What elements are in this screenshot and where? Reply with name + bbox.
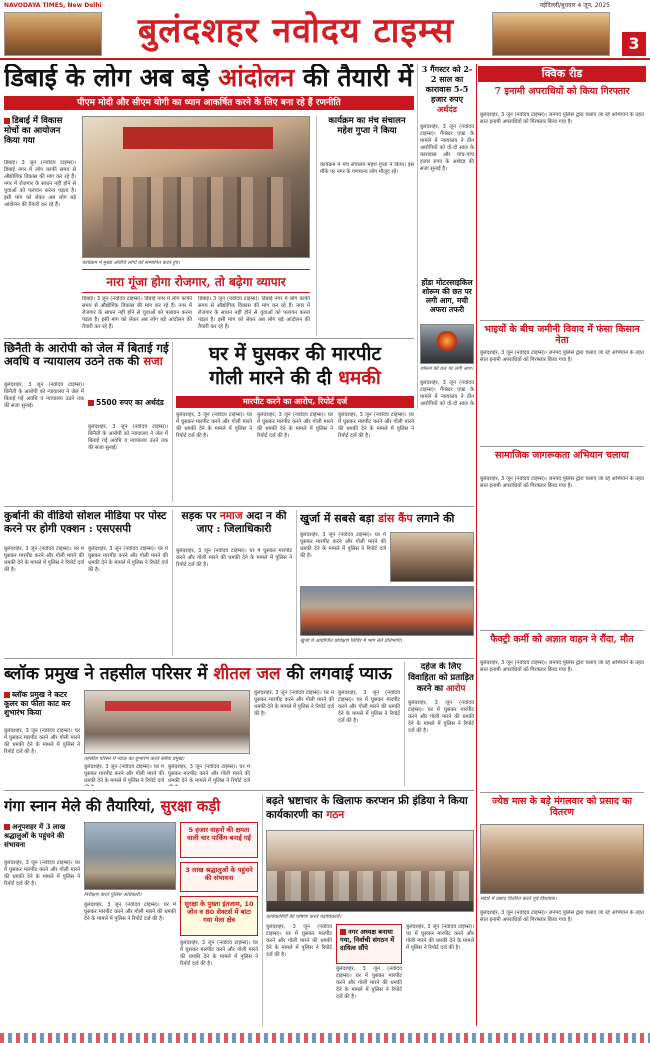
ganga-photo <box>84 822 176 890</box>
bullet-icon <box>88 400 94 406</box>
honda-photo <box>420 324 474 364</box>
block-body-col5: बुलंदशहर, 3 जून (नवोदय टाइम्स)। घर में घुसकर मारपीट करने और गोली मारने की धमकी देने के मामले में पुलिस ने रिपोर्ट दर्ज की है। <box>338 690 400 724</box>
dahej-headline: दहेज के लिए विवाहिता को प्रताड़ित करने का आरोप <box>408 662 474 694</box>
bhrashtachar-photo-caption: कार्यकारिणी की घोषणा करते पदाधिकारी। <box>266 914 342 920</box>
ghar-headline: घर में घुसकर की मारपीट गोली मारने की दी धमकी <box>208 343 382 389</box>
bhrashtachar-side-kicker: नगर अध्यक्ष बनाया गया, निर्वाची संगठन में दायित्व सौंपे <box>336 924 402 964</box>
page-number: 3 <box>622 32 646 56</box>
ghar-body-col3: बुलंदशहर, 3 जून (नवोदय टाइम्स)। घर में घुसकर मारपीट करने और गोली मारने की धमकी देने के मामले में पुलिस ने रिपोर्ट दर्ज की है। <box>338 412 414 439</box>
bullet-icon <box>4 824 10 830</box>
lead-photo <box>82 116 310 258</box>
bhrashtachar-body-col1: बुलंदशहर, 3 जून (नवोदय टाइम्स)। घर में घुसकर मारपीट करने और गोली मारने की धमकी देने के मामले में पुलिस ने रिपोर्ट दर्ज की है। <box>266 924 332 958</box>
masthead-photo-right <box>492 12 610 56</box>
kwik-item4-head: फैक्ट्री कर्मी को अज्ञात वाहन ने रौंदा, मौत <box>490 634 634 645</box>
ganga-headline: गंगा स्नान मेले की तैयारियां, सुरक्षा कड़ी <box>4 797 221 815</box>
block-body-col3: बुलंदशहर, 3 जून (नवोदय टाइम्स)। घर में घुसकर मारपीट करने और गोली मारने की धमकी देने के मामले में पुलिस ने रिपोर्ट दर्ज <box>168 764 250 784</box>
masthead-date: नईदिल्ली/बुधवार 4 जून, 2025 <box>539 2 610 9</box>
lead-body-col2: डिबाई। 3 जून (नवोदय टाइम्स)। डिबाई नगर में लोग काफी समय से औद्योगिक विकास की मांग कर रहे हैं। नगर में रोजगार के साधन नहीं होने से युवाओं को पलायन करना पड़ता है। इसी मांग को लेकर अब लोग बड़े आंदोलन की तैयारी कर रहे हैं। <box>82 296 192 330</box>
bhrashtachar-body-col3: बुलंदशहर, 3 जून (नवोदय टाइम्स)। घर में घुसकर मारपीट करने और गोली मारने की धमकी देने के मामले में पुलिस ने रिपोर्ट दर्ज की है। <box>406 924 474 951</box>
kwik-item5-photo <box>480 824 644 894</box>
kwik-item3-head: सामाजिक जागरूकता अभियान चलाया <box>495 450 629 461</box>
lead-headline-part: डिबाई के लोग अब बड़े <box>4 64 210 92</box>
ghar-body-col1: बुलंदशहर, 3 जून (नवोदय टाइम्स)। घर में घुसकर मारपीट करने और गोली मारने की धमकी देने के मामले में पुलिस ने रिपोर्ट दर्ज की है। <box>176 412 252 439</box>
masthead <box>0 0 650 60</box>
masthead-photo-left <box>4 12 102 56</box>
ganga-side-kicker: अनूपशहर में 3 लाख श्रद्धालुओं के पहुंचने की संभावना <box>4 822 66 849</box>
block-headline: ब्लॉक प्रमुख ने तहसील परिसर में शीतल जल की लगवाई प्याऊ <box>4 664 392 684</box>
jail-badge: 5500 रुपए का अर्थदंड <box>88 398 168 420</box>
block-side-kicker: ब्लॉक प्रमुख ने कटर कूलर का फीता काट कर शुभारंभ किया <box>4 690 71 717</box>
kwik-item3-body: बुलंदशहर, 3 जून (नवोदय टाइम्स)। जनपद पुलिस द्वारा चलाए जा रहे अभियान के तहत सात इनामी अपराधियों को गिरफ्तार किया गया है। <box>480 476 644 489</box>
ganga-box-3: सुरक्षा के पुख्ता इंतजाम, 10 जोन व 80 सेक्टर्स में बांटा गया मेला क्षेत्र <box>180 896 258 936</box>
kwik-item5-caption: भंडारे में प्रसाद वितरित करते पूर्व विधायक। <box>480 896 557 902</box>
honda-headline: होंडा मोटरसाइकिल शोरूम की छत पर लगी आग, मची अफरा तफरी <box>421 278 473 314</box>
namaz-body: बुलंदशहर, 3 जून (नवोदय टाइम्स)। घर में घुसकर मारपीट करने और गोली मारने की धमकी देने के मामले में पुलिस ने रिपोर्ट दर्ज की है। <box>176 548 292 568</box>
khurja-body: बुलंदशहर, 3 जून (नवोदय टाइम्स)। घर में घुसकर मारपीट करने और गोली मारने की धमकी देने के मामले में पुलिस ने रिपोर्ट दर्ज की है। <box>300 532 386 559</box>
jail-body-col2: बुलंदशहर, 3 जून (नवोदय टाइम्स)। छिनैती के आरोपी को न्यायालय ने जेल में बिताई गई अवधि व न्यायालय उठने तक की सजा सुनाई। <box>88 424 168 451</box>
bullet-icon <box>4 118 10 124</box>
ganga-body-col2: बुलंदशहर, 3 जून (नवोदय टाइम्स)। घर में घुसकर मारपीट करने और गोली मारने की धमकी देने के मामले में पुलिस ने रिपोर्ट दर्ज की है। <box>84 902 176 922</box>
kwik-item2-head: भाइयों के बीच जमीनी विवाद में फंसा किसान नेता <box>484 324 640 346</box>
bullet-icon <box>340 929 346 935</box>
karyakram-body: कार्यक्रम में मंच संचालन महेश गुप्ता ने किया। इस मौके पर नगर के गणमान्य लोग मौजूद रहे। <box>320 162 414 175</box>
lead-photo-caption: कार्यक्रम में मुख्य अतिथि लोगों को सम्मानित करते हुए। <box>82 260 180 266</box>
bhrashtachar-body-col2: बुलंदशहर, 3 जून (नवोदय टाइम्स)। घर में घुसकर मारपीट करने और गोली मारने की धमकी देने के मामले में पुलिस ने रिपोर्ट दर्ज की है। <box>336 966 402 1000</box>
video-body-col2: बुलंदशहर, 3 जून (नवोदय टाइम्स)। घर में घुसकर मारपीट करने और गोली मारने की धमकी देने के मामले में पुलिस ने रिपोर्ट दर्ज की है। <box>88 546 168 573</box>
khurja-photo <box>300 586 474 636</box>
ganga-box-1: 5 हजार वाहनों की क्षमता वाली चार पार्किंग बनाई गई <box>180 822 258 858</box>
lead-subhead: पीएम मोदी और सीएम योगी का ध्यान आकर्षित करने के लिए बना रहे हैं रणनीति <box>4 96 414 110</box>
block-body-col4: बुलंदशहर, 3 जून (नवोदय टाइम्स)। घर में घुसकर मारपीट करने और गोली मारने की धमकी देने के मामले में पुलिस ने रिपोर्ट दर्ज की है। <box>254 690 334 717</box>
lead-headline <box>4 64 414 94</box>
footer-decoration <box>0 1033 650 1043</box>
kwik-item1-body: बुलंदशहर, 3 जून (नवोदय टाइम्स)। जनपद पुलिस द्वारा चलाए जा रहे अभियान के तहत सात इनामी अपराधियों को गिरफ्तार किया गया है। <box>480 112 644 125</box>
masthead-title: बुलंदशहर नवोदय टाइम्स <box>137 11 455 51</box>
ghar-body-col2: बुलंदशहर, 3 जून (नवोदय टाइम्स)। घर में घुसकर मारपीट करने और गोली मारने की धमकी देने के मामले में पुलिस ने रिपोर्ट दर्ज की है। <box>257 412 333 439</box>
gangster-headline: 3 गैंगस्टर को 2-2 साल का कारावास 5-5 हजार रुपए अर्थदंड <box>421 64 473 114</box>
khurja-headline: खुर्जा में सबसे बड़ा डांस कैंप लगाने की <box>300 512 455 525</box>
block-photo-caption: तहसील परिसर में प्याऊ का शुभारंभ करते ब्लॉक प्रमुख। <box>84 756 185 762</box>
kwik-item5-head: ज्येष्ठ मास के बड़े मंगलवार को प्रसाद का वितरण <box>491 796 632 818</box>
ghar-subhead: मारपीट करने का आरोप, रिपोर्ट दर्ज <box>176 396 414 408</box>
karyakram-headline: कार्यक्रम का मंच संचालन महेश गुप्ता ने किया <box>328 116 406 136</box>
kwik-item4-body: बुलंदशहर, 3 जून (नवोदय टाइम्स)। जनपद पुलिस द्वारा चलाए जा रहे अभियान के तहत सात इनामी अपराधियों को गिरफ्तार किया गया है। <box>480 660 644 673</box>
block-body-col2: बुलंदशहर, 3 जून (नवोदय टाइम्स)। घर में घुसकर मारपीट करने और गोली मारने की धमकी देने के मामले में पुलिस ने रिपोर्ट दर्ज <box>84 764 164 784</box>
lead-side-kicker: डिबाई में विकास मोर्चो का आयोजन किया गया <box>4 116 63 146</box>
jail-headline: छिनैती के आरोपी को जेल में बिताई गई अवधि व न्यायालय उठने तक की सजा <box>4 342 169 368</box>
video-headline: कुर्बानी की वीडियो सोशल मीडिया पर पोस्ट करने पर होगी एक्शन : एसएसपी <box>4 510 167 535</box>
kwik-item2-body: बुलंदशहर, 3 जून (नवोदय टाइम्स)। जनपद पुलिस द्वारा चलाए जा रहे अभियान के तहत सात इनामी अपराधियों को गिरफ्तार किया गया है। <box>480 350 644 363</box>
block-photo <box>84 690 250 754</box>
honda-body: बुलंदशहर, 3 जून (नवोदय टाइम्स)। गैंगस्टर एक्ट के मामले में न्यायालय ने तीन आरोपियों को दो-दो साल के <box>420 380 474 407</box>
kwik-read-label: क्विक रीड <box>478 66 646 82</box>
dahej-body: बुलंदशहर, 3 जून (नवोदय टाइम्स)। घर में घुसकर मारपीट करने और गोली मारने की धमकी देने के मामले में पुलिस ने रिपोर्ट दर्ज की है। <box>408 700 474 734</box>
lead-headline-part: की तैयारी में <box>303 64 413 92</box>
namaz-headline: सड़क पर नमाज अदा न की जाए : जिलाधिकारी <box>181 510 287 535</box>
lead-body-col1: डिबाई। 3 जून (नवोदय टाइम्स)। डिबाई नगर में लोग काफी समय से औद्योगिक विकास की मांग कर रहे हैं। नगर में रोजगार के साधन नहीं होने से युवाओं को पलायन करना पड़ता है। इसी मांग को लेकर अब लोग बड़े आंदोलन की तैयारी कर रहे हैं। <box>4 160 76 208</box>
jail-body-col1: बुलंदशहर, 3 जून (नवोदय टाइम्स)। छिनैती के आरोपी को न्यायालय ने जेल में बिताई गई अवधि व न्यायालय उठने तक की सजा सुनाई। <box>4 382 84 409</box>
khurja-photo-right <box>390 532 474 582</box>
lead-body-col3: डिबाई। 3 जून (नवोदय टाइम्स)। डिबाई नगर में लोग काफी समय से औद्योगिक विकास की मांग कर रहे हैं। नगर में रोजगार के साधन नहीं होने से युवाओं को पलायन करना पड़ता है। इसी मांग को लेकर अब लोग बड़े आंदोलन की तैयारी कर रहे हैं। <box>198 296 310 330</box>
brand-small: NAVODAYA TIMES, New Delhi <box>4 2 102 9</box>
bhrashtachar-headline: बढ़ते भ्रष्टाचार के खिलाफ करप्शन फ्री इंडिया ने किया कार्यकारणी का गठन <box>266 795 468 821</box>
video-body-col1: बुलंदशहर, 3 जून (नवोदय टाइम्स)। घर में घुसकर मारपीट करने और गोली मारने की धमकी देने के मामले में पुलिस ने रिपोर्ट दर्ज की है। <box>4 546 84 573</box>
bullet-icon <box>4 692 10 698</box>
lead-quote-head: नारा गूंजा होगा रोजगार, तो बढ़ेगा व्यापार <box>82 269 310 293</box>
lead-headline-highlight: आंदोलन <box>218 64 295 92</box>
kwik-item1-head: 7 इनामी अपराधियों को किया गिरफ्तार <box>494 86 630 97</box>
ganga-box-2: 3 लाख श्रद्धालुओं के पहुंचने की संभावना <box>180 862 258 892</box>
ganga-body-col3: बुलंदशहर, 3 जून (नवोदय टाइम्स)। घर में घुसकर मारपीट करने और गोली मारने की धमकी देने के मामले में पुलिस ने रिपोर्ट दर्ज की है। <box>180 940 258 967</box>
block-body-col1: बुलंदशहर, 3 जून (नवोदय टाइम्स)। घर में घुसकर मारपीट करने और गोली मारने की धमकी देने के मामले में पुलिस ने रिपोर्ट दर्ज की है। <box>4 728 80 755</box>
khurja-photo-caption: खुर्जा में आयोजित प्रशिक्षण शिविर में भाग लेते प्रतिभागी। <box>300 638 403 644</box>
bhrashtachar-photo <box>266 830 474 912</box>
ganga-photo-caption: निरीक्षण करते पुलिस अधिकारी। <box>84 892 142 898</box>
ganga-body-col1: बुलंदशहर, 3 जून (नवोदय टाइम्स)। घर में घुसकर मारपीट करने और गोली मारने की धमकी देने के मामले में पुलिस ने रिपोर्ट दर्ज की है। <box>4 860 80 887</box>
gangster-body: बुलंदशहर, 3 जून (नवोदय टाइम्स)। गैंगस्टर एक्ट के मामले में न्यायालय ने तीन आरोपियों को दो-दो साल के कारावास और पांच-पांच हजार रुपए के अर्थदंड की सजा सुनाई है। <box>420 124 474 172</box>
honda-photo-caption: शोरूम की छत पर लगी आग। <box>420 366 474 372</box>
kwik-item5-body: बुलंदशहर, 3 जून (नवोदय टाइम्स)। जनपद पुलिस द्वारा चलाए जा रहे अभियान के तहत सात इनामी अपराधियों को गिरफ्तार किया गया है। <box>480 910 644 923</box>
